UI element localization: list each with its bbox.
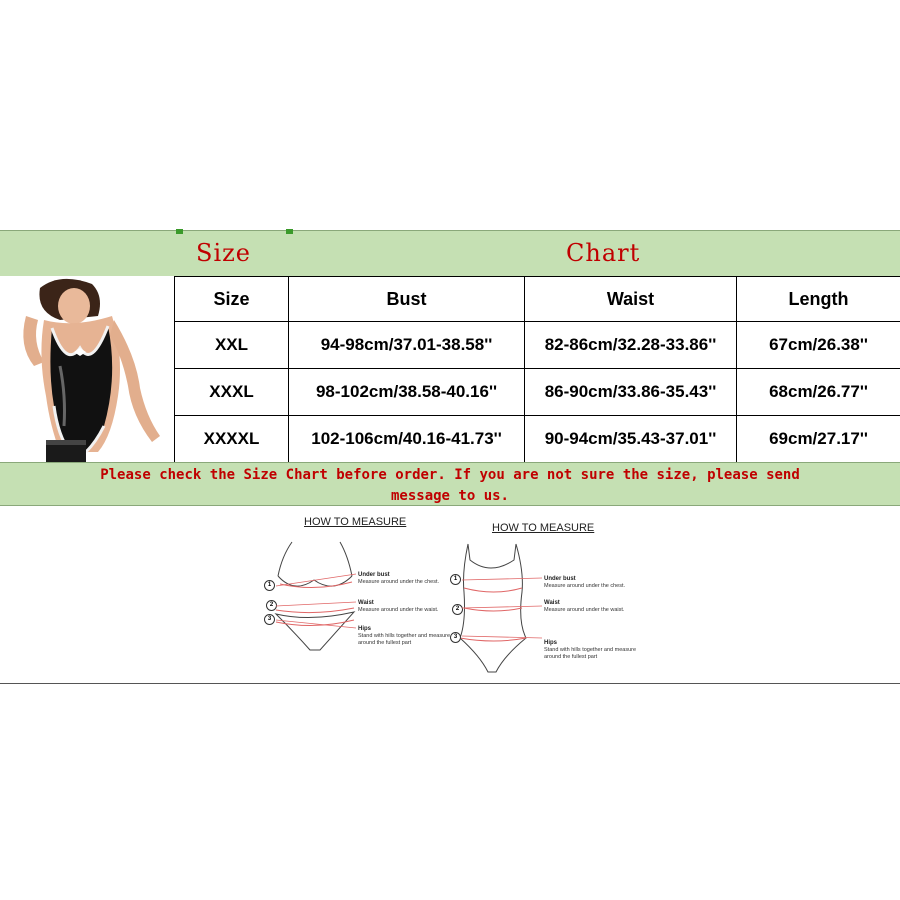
desc-hips-left: Stand with hills together and measure around the fullest part <box>358 633 451 646</box>
cell-length: 68cm/26.77'' <box>737 369 900 416</box>
desc-waist-right: Measure around under the waist. <box>544 607 625 613</box>
step-number-badge: 2 <box>452 604 463 615</box>
how-to-measure-title-right: HOW TO MEASURE <box>492 522 595 534</box>
table-row <box>175 416 900 463</box>
notice-line-2: message to us. <box>390 488 509 504</box>
label-hips-left: Hips <box>358 626 372 632</box>
desc-hips-right: Stand with hills together and measure around the fullest part <box>544 647 637 660</box>
desc-waist-left: Measure around under the waist. <box>358 607 439 613</box>
header-length: Length <box>737 277 900 322</box>
table-header-row <box>175 277 900 322</box>
cell-length: 67cm/26.38'' <box>737 322 900 369</box>
cell-length: 69cm/27.17'' <box>737 416 900 463</box>
desc-under-bust-right: Measure around under the chest. <box>544 583 626 589</box>
label-under-bust-right: Under bust <box>544 576 576 582</box>
cell-waist: 86-90cm/33.86-35.43'' <box>525 369 737 416</box>
header-bust: Bust <box>289 277 525 322</box>
model-illustration <box>0 276 174 462</box>
step-number-badge: 1 <box>450 574 461 585</box>
size-table <box>174 276 900 463</box>
banner-tick-mark <box>176 229 183 234</box>
step-number-badge: 1 <box>264 580 275 591</box>
cell-waist: 90-94cm/35.43-37.01'' <box>525 416 737 463</box>
product-model-image <box>0 276 174 462</box>
label-waist-left: Waist <box>358 600 374 606</box>
desc-under-bust-left: Measure around under the chest. <box>358 579 440 585</box>
cell-bust: 98-102cm/38.58-40.16'' <box>289 369 525 416</box>
table-row <box>175 369 900 416</box>
cell-bust: 102-106cm/40.16-41.73'' <box>289 416 525 463</box>
notice-line-1: Please check the Size Chart before order. If you are not sure the size, please send <box>100 467 800 483</box>
step-number-badge: 2 <box>266 600 277 611</box>
cell-waist: 82-86cm/32.28-33.86'' <box>525 322 737 369</box>
how-to-measure-section <box>0 506 900 684</box>
cell-size: XXXXL <box>175 416 289 463</box>
cell-size: XXXL <box>175 369 289 416</box>
cell-bust: 94-98cm/37.01-38.58'' <box>289 322 525 369</box>
guide-lines-right <box>462 572 546 652</box>
label-under-bust-left: Under bust <box>358 572 390 578</box>
step-number-badge: 3 <box>264 614 275 625</box>
cell-size: XXL <box>175 322 289 369</box>
size-chart-banner <box>0 230 900 276</box>
header-size: Size <box>175 277 289 322</box>
table-row <box>175 322 900 369</box>
banner-title-chart: Chart <box>566 239 641 267</box>
label-waist-right: Waist <box>544 600 560 606</box>
guide-lines-left <box>276 572 360 642</box>
label-hips-right: Hips <box>544 640 558 646</box>
header-waist: Waist <box>525 277 737 322</box>
banner-title-size: Size <box>196 239 251 267</box>
banner-tick-mark <box>286 229 293 234</box>
step-number-badge: 3 <box>450 632 461 643</box>
size-notice <box>0 462 900 506</box>
how-to-measure-title-left: HOW TO MEASURE <box>304 516 407 528</box>
